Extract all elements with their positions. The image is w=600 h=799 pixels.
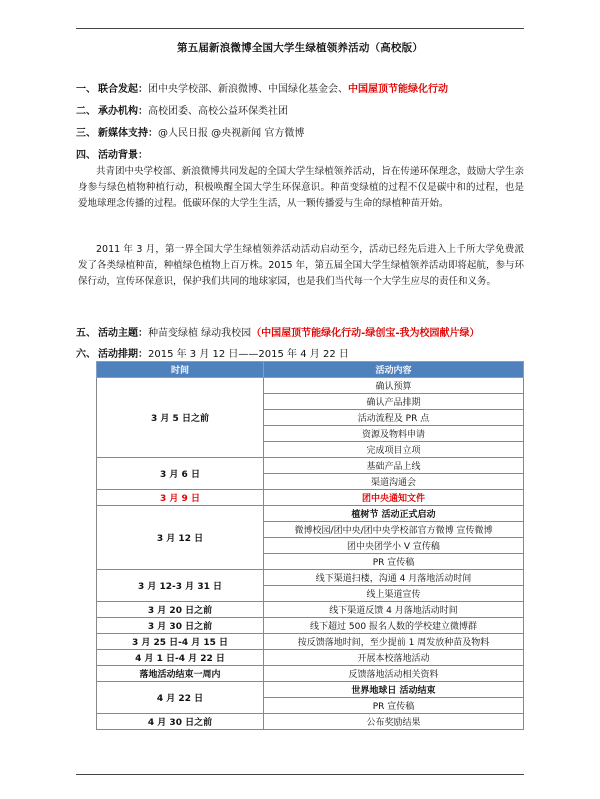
section-sponsors — [76, 80, 448, 95]
section-number: 三、 — [76, 128, 96, 139]
section-label: 活动背景： — [98, 150, 148, 161]
schedule-content-cell: 确认产品排期 — [264, 394, 524, 410]
schedule-content-cell: 世界地球日 活动结束 — [264, 682, 524, 698]
background-paragraph-2: 2011 年 3 月，第一界全国大学生绿植领养活动活动启动至今，活动已经先后进入上千所大学免费派发了各类绿植种苗，种植绿色植物上百万株。2015 年，第五届全国大学生绿植领养活动即将起航，参与环保行动，宣传环保意识，保护我们共同的地球家园，也是我们当代每一个大学生应尽的责任和义务。 — [78, 244, 524, 287]
section-label: 承办机构： — [98, 106, 148, 117]
section-text: 高校团委、高校公益环保类社团 — [148, 106, 288, 117]
table-row — [97, 634, 524, 650]
schedule-time-cell: 3 月 9 日 — [97, 490, 264, 506]
section-number: 五、 — [76, 328, 96, 339]
schedule-time-cell: 4 月 22 日 — [97, 682, 264, 714]
schedule-time-cell: 4 月 30 日之前 — [97, 714, 264, 730]
schedule-content-cell: 团中央团学小 V 宣传稿 — [264, 538, 524, 554]
section-text: 种苗变绿植 绿动我校园 — [148, 328, 252, 339]
schedule-time-cell: 4 月 1 日-4 月 22 日 — [97, 650, 264, 666]
section-text: 团中央学校部、新浪微博、中国绿化基金会、 — [148, 84, 348, 95]
schedule-content-cell: 反馈落地活动相关资料 — [264, 666, 524, 682]
schedule-content-cell: 资源及物料申请 — [264, 426, 524, 442]
schedule-content-cell: 完成项目立项 — [264, 442, 524, 458]
schedule-content-cell: 活动流程及 PR 点 — [264, 410, 524, 426]
table-row — [97, 682, 524, 698]
section-number: 四、 — [76, 150, 96, 161]
schedule-content-cell: 植树节 活动正式启动 — [264, 506, 524, 522]
schedule-content-cell: 渠道沟通会 — [264, 474, 524, 490]
schedule-time-cell: 3 月 5 日之前 — [97, 378, 264, 458]
header-rule — [76, 28, 524, 29]
section-text: 2015 年 3 月 12 日——2015 年 4 月 22 日 — [148, 349, 349, 360]
section-label: 新媒体支持： — [98, 128, 158, 139]
section-label: 联合发起： — [98, 84, 148, 95]
section-theme — [76, 324, 480, 339]
section-label: 活动主题： — [98, 328, 148, 339]
schedule-time-cell: 3 月 30 日之前 — [97, 618, 264, 634]
section-media — [76, 124, 304, 139]
header-content: 活动内容 — [264, 362, 524, 378]
section-organizers — [76, 102, 288, 117]
schedule-time-cell: 3 月 25 日-4 月 15 日 — [97, 634, 264, 650]
section-number: 二、 — [76, 106, 96, 117]
schedule-content-cell: 线上渠道宣传 — [264, 586, 524, 602]
schedule-content-cell: 线下超过 500 报名人数的学校建立微博群 — [264, 618, 524, 634]
table-row — [97, 506, 524, 522]
schedule-content-cell: 基础产品上线 — [264, 458, 524, 474]
schedule-time-cell: 3 月 12 日 — [97, 506, 264, 570]
section-number: 一、 — [76, 84, 96, 95]
schedule-content-cell: PR 宣传稿 — [264, 554, 524, 570]
footer-rule — [76, 774, 524, 775]
section-highlight: （中国屋顶节能绿化行动-绿创宝-我为校园献片绿） — [251, 328, 480, 339]
table-header-row — [97, 362, 524, 378]
background-paragraph-1: 共青团中央学校部、新浪微博共同发起的全国大学生绿植领养活动，旨在传递环保理念，鼓励大学生亲身参与绿色植物种植行动，积极唤醒全国大学生环保意识。种苗变绿植的过程不仅是碳中和的过程，也是爱地球理念传播的过程。低碳环保的大学生生活，从一颗传播爱与生命的绿植种苗开始。 — [78, 166, 524, 209]
section-text: @人民日报 @央视新闻 官方微博 — [158, 128, 305, 139]
schedule-content-cell: 确认预算 — [264, 378, 524, 394]
schedule-content-cell: 团中央通知文件 — [264, 490, 524, 506]
schedule-content-cell: PR 宣传稿 — [264, 698, 524, 714]
schedule-table — [96, 361, 524, 730]
table-row — [97, 570, 524, 586]
document-title: 第五届新浪微博全国大学生绿植领养活动（高校版） — [176, 42, 424, 54]
schedule-content-cell: 开展本校落地活动 — [264, 650, 524, 666]
section-label: 活动排期： — [98, 349, 148, 360]
schedule-content-cell: 按反馈落地时间，至少提前 1 周发放种苗及物料 — [264, 634, 524, 650]
schedule-time-cell: 3 月 12-3 月 31 日 — [97, 570, 264, 602]
table-row — [97, 650, 524, 666]
schedule-time-cell: 3 月 6 日 — [97, 458, 264, 490]
schedule-content-cell: 公布奖励结果 — [264, 714, 524, 730]
table-row — [97, 458, 524, 474]
table-row — [97, 666, 524, 682]
section-schedule — [76, 345, 349, 360]
schedule-time-cell: 落地活动结束一周内 — [97, 666, 264, 682]
schedule-content-cell: 微博校园/团中央/团中央学校部官方微博 宣传微博 — [264, 522, 524, 538]
section-highlight: 中国屋顶节能绿化行动 — [348, 84, 448, 95]
table-row — [97, 490, 524, 506]
table-row — [97, 602, 524, 618]
section-number: 六、 — [76, 349, 96, 360]
section-background — [76, 146, 148, 161]
table-row — [97, 714, 524, 730]
table-row — [97, 618, 524, 634]
schedule-content-cell: 线下渠道反馈 4 月落地活动时间 — [264, 602, 524, 618]
schedule-time-cell: 3 月 20 日之前 — [97, 602, 264, 618]
schedule-content-cell: 线下渠道扫楼，沟通 4 月落地活动时间 — [264, 570, 524, 586]
table-row — [97, 378, 524, 394]
header-time: 时间 — [97, 362, 264, 378]
